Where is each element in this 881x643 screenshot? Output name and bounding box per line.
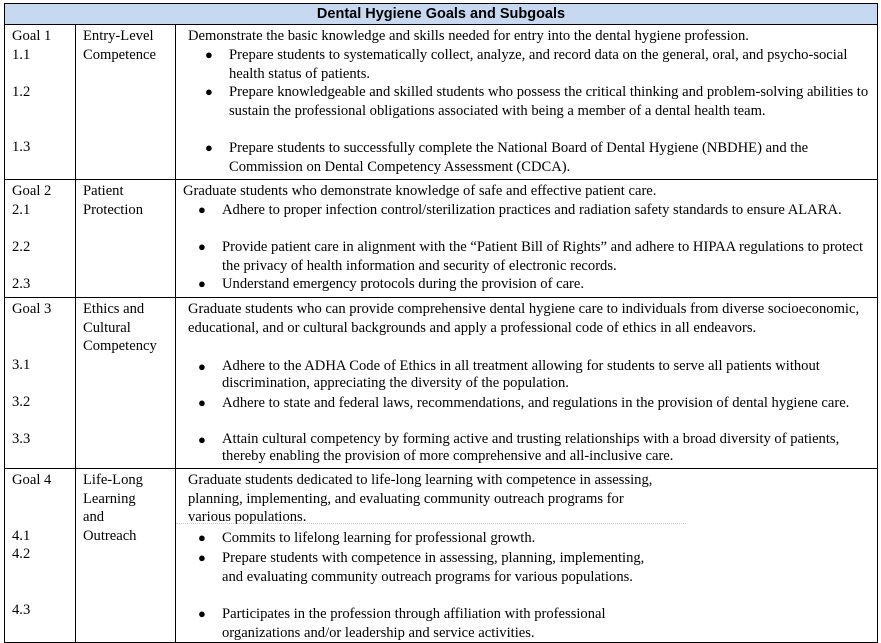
bullet-icon: ● — [205, 47, 213, 62]
bullet-icon: ● — [198, 359, 206, 374]
subgoal-item — [205, 46, 871, 83]
subgoal-label: 3.3 — [12, 430, 31, 447]
subgoal-text: Understand emergency protocols during the provision of care. — [222, 276, 585, 292]
subgoal-label: 2.1 — [12, 201, 31, 218]
bullet-icon: ● — [205, 140, 213, 155]
subgoal-text: Prepare students to systematically collect, analyze, and record data on the general, oral, and psycho-social health status of patients. — [229, 47, 848, 82]
goal-content-cell — [176, 298, 878, 469]
bullet-icon: ● — [198, 395, 206, 410]
goal-label: Goal 2 — [12, 183, 52, 199]
subgoal-item — [198, 275, 871, 294]
goal-description: Graduate students who can provide comprehensive dental hygiene care to individuals from diverse socioeconomic, educational, and or cultural backgrounds and apply a professional code of ethics in all endeavors. — [188, 301, 860, 336]
subgoal-item — [198, 605, 662, 642]
subgoal-label: 1.2 — [12, 83, 31, 100]
goal-name: Outreach — [83, 527, 137, 544]
bullet-icon: ● — [198, 550, 206, 565]
subgoal-label: 3.1 — [12, 356, 31, 373]
goal-name: and — [83, 509, 105, 525]
subgoal-text: Commits to lifelong learning for professional growth. — [222, 530, 536, 546]
subgoal-label: 3.2 — [12, 393, 31, 410]
subgoal-text: Prepare students to successfully complete the National Board of Dental Hygiene (NBDHE) and the Commission on Dental Competency Assessment (CDCA). — [229, 140, 809, 175]
goal-content-cell — [176, 469, 878, 643]
table-title: Dental Hygiene Goals and Subgoals — [5, 4, 878, 25]
subgoal-item — [198, 394, 871, 413]
subgoal-label: 4.3 — [12, 601, 31, 618]
bullet-icon: ● — [198, 239, 206, 254]
subgoal-label: 4.2 — [12, 546, 31, 562]
goal-name: Competence — [83, 46, 156, 63]
goal-description: Graduate students who demonstrate knowledge of safe and effective patient care. — [183, 183, 657, 199]
goal-name-cell — [76, 180, 176, 298]
subgoal-label: 4.1 — [12, 527, 31, 544]
goal-name: Life-Long — [83, 472, 143, 488]
goal-row-2 — [5, 180, 878, 298]
goal-name-cell — [76, 469, 176, 643]
subgoal-item — [205, 139, 871, 176]
subgoal-label: 2.2 — [12, 238, 31, 255]
subgoal-item — [198, 549, 662, 586]
goal-description: Graduate students dedicated to life-long learning with competence in assessing, planning, implementing, and evaluating community outreach programs for various populations. — [188, 472, 653, 525]
goal-name: Protection — [83, 201, 143, 218]
goal-row-4 — [5, 469, 878, 643]
subgoal-label: 1.3 — [12, 139, 31, 155]
goal-number-cell — [5, 180, 76, 298]
subgoal-item — [198, 201, 871, 220]
goal-content-cell — [176, 180, 878, 298]
subgoal-item — [205, 83, 871, 120]
goal-name: Entry-Level — [83, 28, 154, 44]
bullet-icon: ● — [198, 606, 206, 621]
subgoal-item — [198, 431, 871, 465]
subgoal-text: Attain cultural competency by forming active and trusting relationships with a broad diversity of patients, thereby enabling the provision of more comprehensive and all-inclusive care. — [222, 431, 840, 464]
subgoal-text: Adhere to the ADHA Code of Ethics in all treatment allowing for students to serve all patients without discrimination, appreciating the diversity of the population. — [222, 358, 820, 391]
subgoal-label: 1.1 — [12, 46, 31, 63]
subgoal-text: Prepare knowledgeable and skilled students who possess the critical thinking and problem-solving abilities to sustain the professional obligations associated with being a member of a dental health team. — [229, 84, 869, 119]
subgoal-text: Adhere to proper infection control/sterilization practices and radiation safety standards to ensure ALARA. — [222, 202, 842, 218]
goal-description: Demonstrate the basic knowledge and skills needed for entry into the dental hygiene profession. — [188, 28, 749, 44]
goal-name: Patient — [83, 183, 124, 199]
bullet-icon: ● — [205, 84, 213, 99]
goal-label: Goal 1 — [12, 28, 52, 44]
subgoal-text: Adhere to state and federal laws, recommendations, and regulations in the provision of dental hygiene care. — [222, 395, 850, 411]
separator-line — [176, 523, 686, 524]
goal-name-cell — [76, 298, 176, 469]
bullet-icon: ● — [198, 530, 206, 545]
goals-table — [4, 3, 878, 643]
goal-name: Ethics and — [83, 301, 145, 317]
subgoal-item — [198, 529, 662, 548]
goal-number-cell — [5, 469, 76, 643]
goal-label: Goal 4 — [12, 472, 52, 488]
subgoal-item — [198, 238, 871, 275]
goal-number-cell — [5, 298, 76, 469]
subgoal-label: 2.3 — [12, 275, 31, 292]
goal-number-cell — [5, 25, 76, 180]
goal-row-1 — [5, 25, 878, 180]
subgoal-text: Prepare students with competence in assessing, planning, implementing, and evaluating community outreach programs for various populations. — [222, 550, 645, 585]
goal-name: Learning — [83, 490, 136, 507]
goal-row-3 — [5, 298, 878, 469]
bullet-icon: ● — [198, 202, 206, 217]
goal-name: Cultural — [83, 319, 131, 336]
subgoal-text: Provide patient care in alignment with the “Patient Bill of Rights” and adhere to HIPAA regulations to protect the privacy of health information and security of electronic records. — [222, 239, 864, 274]
subgoal-item — [198, 358, 871, 392]
subgoal-text: Participates in the profession through affiliation with professional organizations and/or leadership and service activities. — [222, 606, 606, 641]
goal-name: Competency — [83, 338, 157, 354]
bullet-icon: ● — [198, 432, 206, 447]
goal-content-cell — [176, 25, 878, 180]
bullet-icon: ● — [198, 276, 206, 291]
goal-label: Goal 3 — [12, 301, 52, 317]
goal-name-cell — [76, 25, 176, 180]
